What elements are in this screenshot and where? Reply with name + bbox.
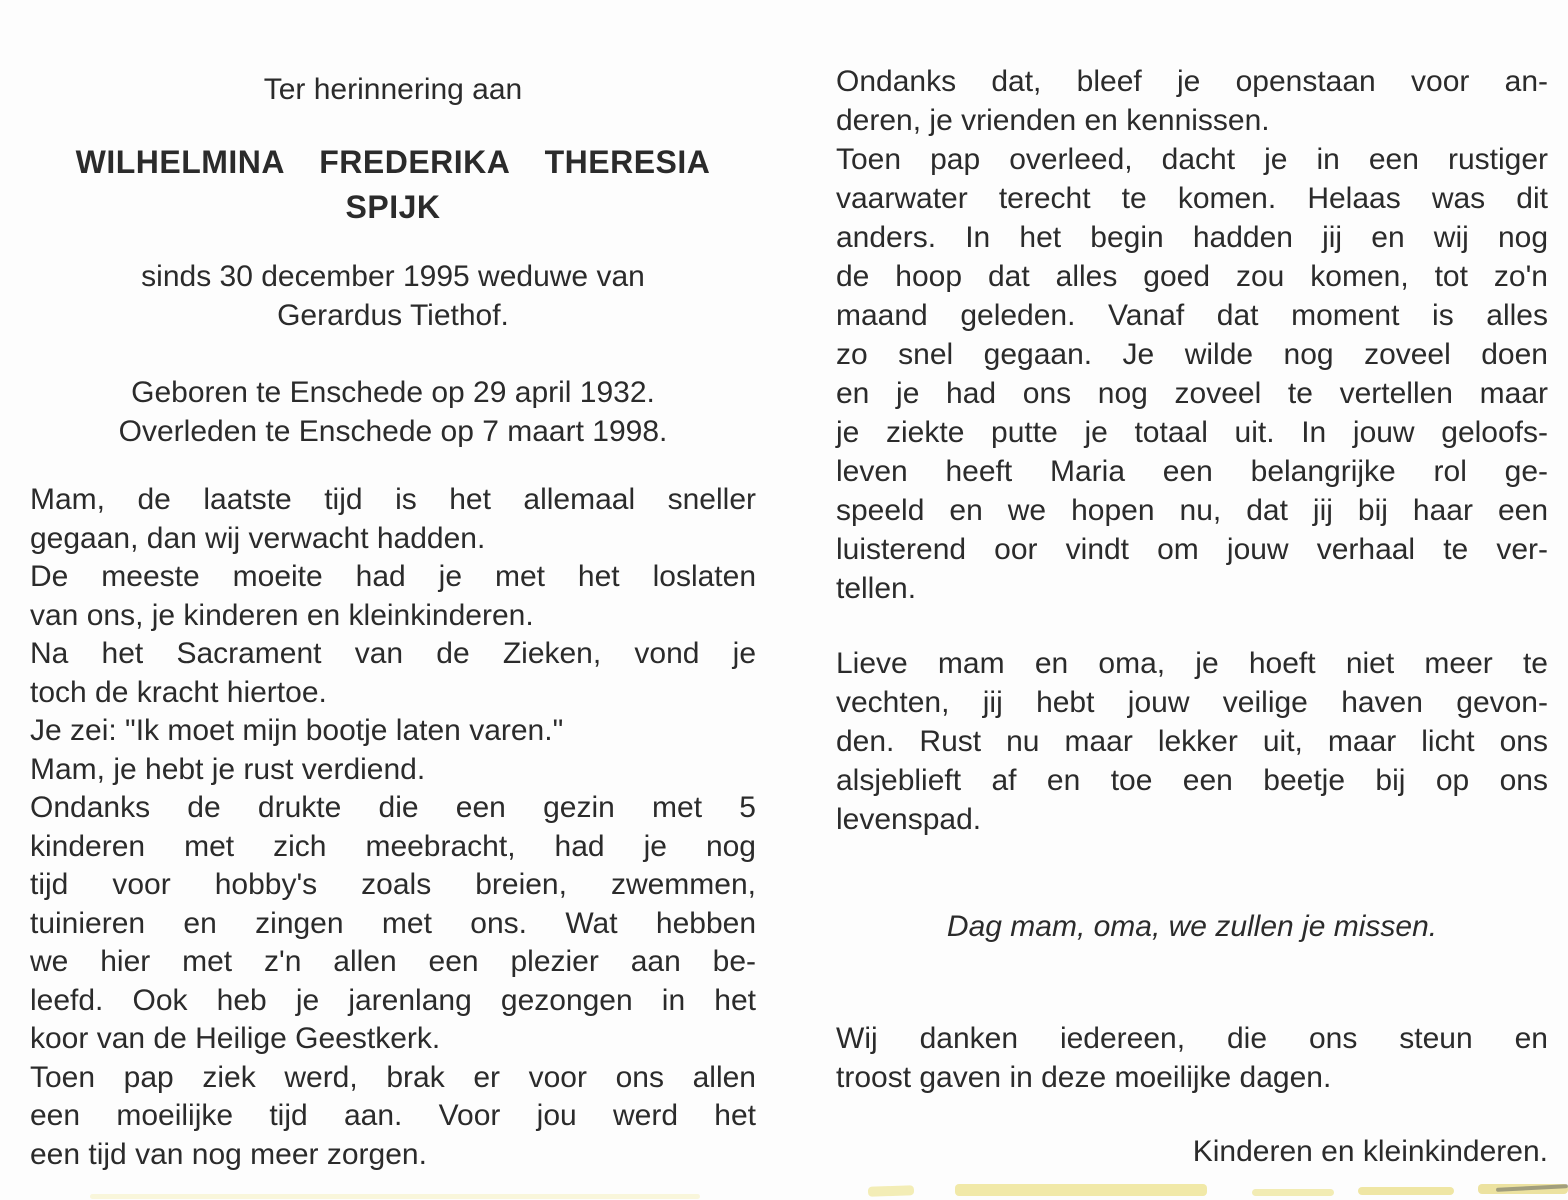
intro-line (30, 70, 756, 109)
scan-edge-artifact (1358, 1187, 1454, 1195)
text-line: een moeilijke tijd aan. Voor jou werd het (30, 1099, 756, 1132)
text-line: de hoop dat alles goed zou komen, tot zo'n (836, 260, 1548, 293)
text-line: zo snel gegaan. Je wilde nog zoveel doen (836, 338, 1548, 371)
text-line: Dag mam, oma, we zullen je missen. (946, 910, 1438, 943)
text-line: Toen pap ziek werd, brak er voor ons allen (30, 1060, 756, 1094)
text-line: Mam, je hebt je rust verdiend. (30, 752, 426, 786)
scan-edge-artifact (868, 1185, 914, 1197)
text-line: levenspad. (836, 803, 982, 836)
text-line: sinds 30 december 1995 weduwe van (141, 260, 645, 293)
text-line: luisterend oor vindt om jouw verhaal te ver- (836, 533, 1548, 566)
text-line: vechten, jij hebt jouw veilige haven gevon- (836, 686, 1548, 719)
paragraph (836, 62, 1548, 140)
text-line: leefd. Ook heb je jarenlang gezongen in het (30, 983, 756, 1017)
deceased-name (30, 140, 756, 230)
text-line: SPIJK (345, 189, 441, 225)
text-line: leven heeft Maria een belangrijke rol ge- (836, 455, 1548, 488)
text-line: Wij danken iedereen, die ons steun en (836, 1022, 1548, 1055)
paragraph (836, 140, 1548, 608)
text-line: we hier met z'n allen een plezier aan be- (30, 945, 756, 978)
scan-edge-artifact (90, 1194, 700, 1199)
text-line: van ons, je kinderen en kleinkinderen. (30, 598, 534, 632)
right-column (836, 0, 1548, 1171)
text-line: maand geleden. Vanaf dat moment is alles (836, 299, 1548, 332)
text-line: Na het Sacrament van de Zieken, vond je (30, 637, 756, 670)
text-line: een tijd van nog meer zorgen. (30, 1137, 427, 1171)
text-line: Gerardus Tiethof. (277, 299, 509, 332)
text-line: Kinderen en kleinkinderen. (1192, 1135, 1548, 1168)
paragraph (30, 712, 756, 751)
left-body-text (30, 481, 756, 1174)
text-line: deren, je vrienden en kennissen. (836, 104, 1270, 137)
text-line: Ondanks de drukte die een gezin met 5 (30, 791, 756, 824)
text-line: Mam, de laatste tijd is het allemaal sneller (30, 483, 756, 516)
paragraph (30, 1059, 756, 1175)
paragraph (836, 644, 1548, 839)
thanks-paragraph (836, 1019, 1548, 1097)
paragraph (30, 635, 756, 712)
text-line: Ondanks dat, bleef je openstaan voor an- (836, 65, 1548, 98)
text-line: tellen. (836, 572, 917, 605)
text-line: en je had ons nog zoveel te vertellen maar (836, 377, 1548, 410)
text-line: je ziekte putte je totaal uit. In jouw geloofs- (836, 416, 1548, 449)
farewell-line (836, 907, 1548, 946)
text-line: gegaan, dan wij verwacht hadden. (30, 521, 486, 555)
text-line: tuinieren en zingen met ons. Wat hebben (30, 906, 756, 940)
scan-edge-artifact (1252, 1189, 1334, 1196)
text-line: alsjeblieft af en toe een beetje bij op ons (836, 764, 1548, 797)
text-line: speeld en we hopen nu, dat jij bij haar een (836, 494, 1548, 527)
paragraph (30, 751, 756, 790)
scan-edge-artifact (955, 1184, 1207, 1196)
text-line: vaarwater terecht te komen. Helaas was dit (836, 182, 1548, 215)
paragraph (30, 558, 756, 635)
life-dates (30, 373, 756, 451)
paragraph (30, 481, 756, 558)
text-line: koor van de Heilige Geestkerk. (30, 1022, 441, 1055)
text-line: toch de kracht hiertoe. (30, 675, 327, 709)
text-line: Overleden te Enschede op 7 maart 1998. (118, 415, 668, 448)
text-line: De meeste moeite had je met het loslaten (30, 560, 756, 593)
left-column (30, 0, 756, 1174)
text-line: Ter herinnering aan (263, 73, 523, 106)
paragraph (30, 789, 756, 1059)
widow-info (30, 257, 756, 335)
text-line: den. Rust nu maar lekker uit, maar licht ons (836, 725, 1548, 758)
text-line: troost gaven in deze moeilijke dagen. (836, 1061, 1332, 1094)
text-line: Lieve mam en oma, je hoeft niet meer te (836, 647, 1548, 680)
signature-line (836, 1132, 1548, 1171)
right-body-text (836, 62, 1548, 608)
text-line: Geboren te Enschede op 29 april 1932. (131, 376, 655, 409)
text-line: tijd voor hobby's zoals breien, zwemmen, (30, 868, 756, 901)
text-line: Toen pap overleed, dacht je in een rustiger (836, 143, 1548, 176)
text-line: anders. In het begin hadden jij en wij nog (836, 221, 1548, 254)
text-line: WILHELMINA FREDERIKA THERESIA (75, 144, 711, 180)
text-line: kinderen met zich meebracht, had je nog (30, 829, 756, 863)
text-line: Je zei: "Ik moet mijn bootje laten varen." (30, 714, 564, 747)
